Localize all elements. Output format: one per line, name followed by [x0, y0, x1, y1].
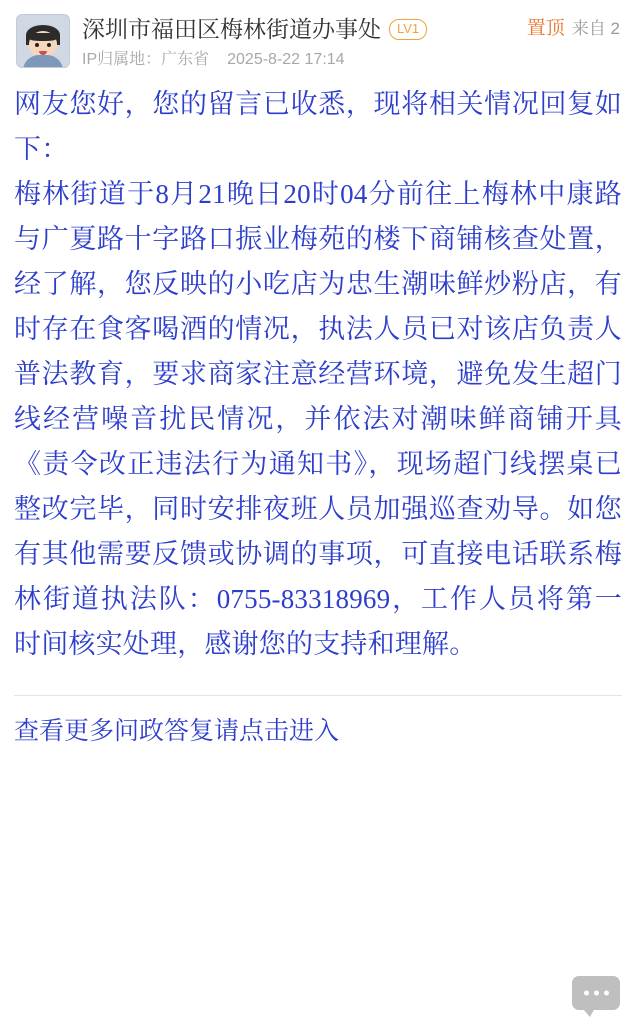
- header-right-meta: [527, 17, 620, 41]
- meta-row: [82, 50, 620, 70]
- more-replies-link[interactable]: 查看更多问政答复请点击进入: [14, 718, 340, 745]
- avatar-eye-right: [47, 43, 51, 47]
- post-body: [0, 76, 636, 667]
- avatar-fringe: [28, 33, 58, 41]
- post-paragraph-1: 网友您好，您的留言已收悉，现将相关情况回复如下：: [14, 89, 622, 164]
- author-name[interactable]: 深圳市福田区梅林街道办事处: [82, 16, 381, 42]
- header-main: [82, 14, 620, 70]
- comment-bubble-icon[interactable]: [572, 976, 620, 1010]
- avatar[interactable]: [16, 14, 70, 68]
- author-row: [82, 14, 620, 44]
- ip-location: IP归属地：广东省: [82, 51, 210, 68]
- avatar-eye-left: [35, 43, 39, 47]
- comment-dots: [572, 991, 620, 996]
- pin-badge: 置顶: [526, 18, 565, 39]
- level-badge: LV1: [389, 19, 427, 40]
- avatar-body: [23, 55, 63, 68]
- post-timestamp: 2025-8-22 17:14: [227, 51, 345, 68]
- post-header: [0, 0, 636, 76]
- source-label: 来自 2: [571, 19, 620, 38]
- post-paragraph-2: 梅林街道于8月21晚日20时04分前往上梅林中康路与广夏路十字路口振业梅苑的楼下商铺核查处置，经了解，您反映的小吃店为忠生潮味鲜炒粉店，有时存在食客喝酒的情况，执法人员已对该店负责人普法教育，要求商家注意经营环境，避免发生超门线经营噪音扰民情况，并依法对潮味鲜商铺开具《责令改正违法行为通知书》，现场超门线摆桌已整改完毕，同时安排夜班人员加强巡查劝导。如您有其他需要反馈或协调的事项，可直接电话联系梅林街道执法队：0755-83318969，工作人员将第一时间核实处理，感谢您的支持和理解。: [14, 179, 622, 659]
